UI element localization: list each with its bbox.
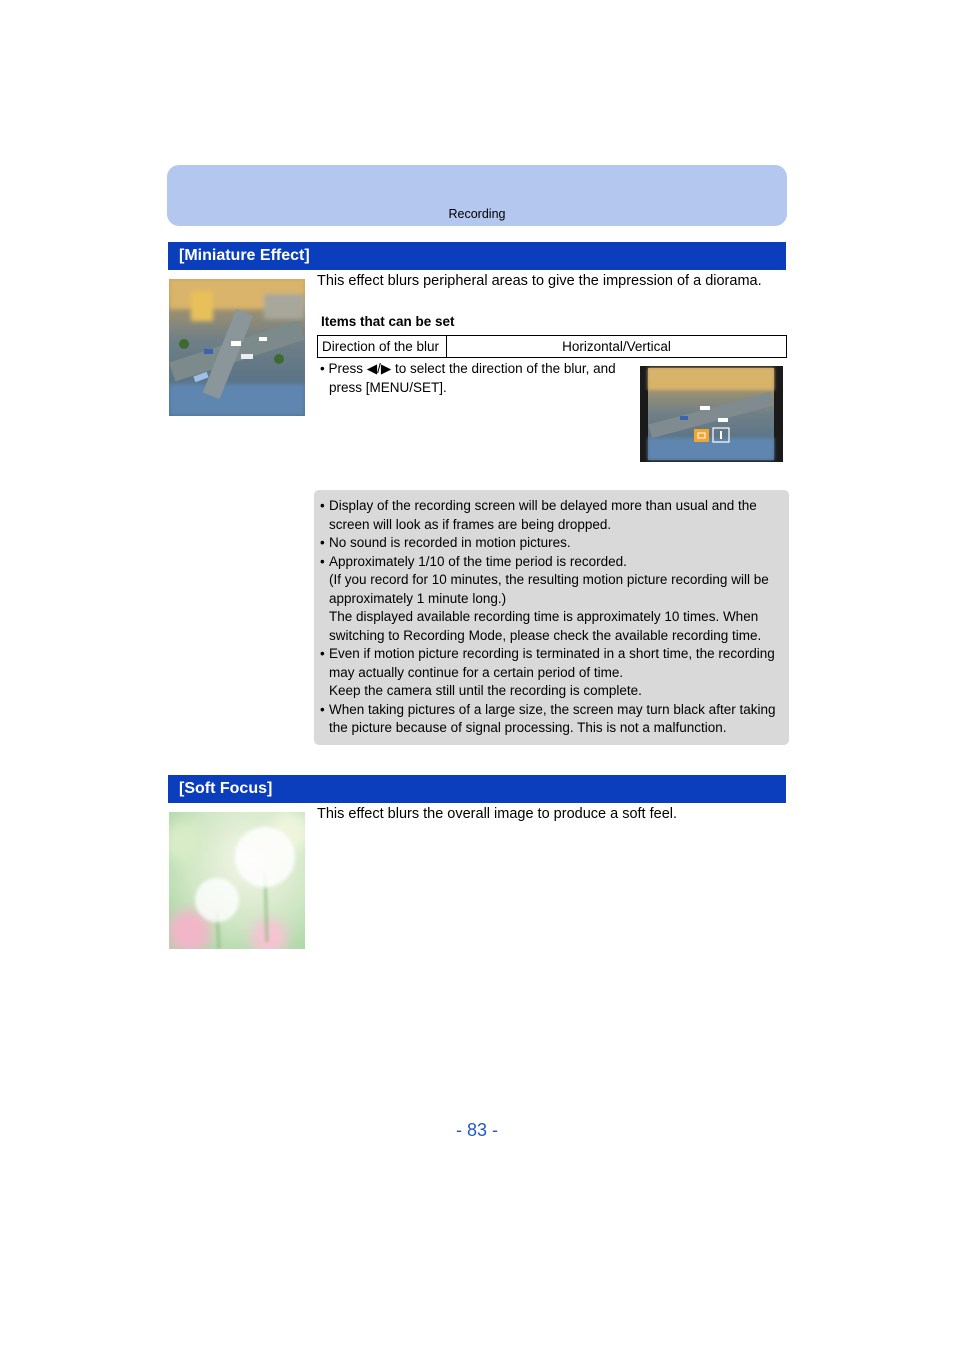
camera-screen-preview	[640, 366, 783, 462]
note-line: Even if motion picture recording is terminated in a short time, the recording	[329, 646, 775, 661]
setting-value-cell: Horizontal/Vertical	[447, 336, 787, 358]
note-line: the picture because of signal processing. This is not a malfunction.	[329, 720, 727, 735]
settings-table	[317, 335, 787, 358]
notes-box	[314, 490, 789, 745]
note-line: (If you record for 10 minutes, the resulting motion picture recording will be	[329, 572, 769, 587]
note-line: Approximately 1/10 of the time period is recorded.	[329, 553, 627, 569]
blur-direction-icon	[694, 429, 709, 442]
note-line: switching to Recording Mode, please check the available recording time.	[329, 627, 762, 643]
section-label: Recording	[448, 207, 506, 221]
instruction-line-1: • Press ◀/▶ to select the direction of the blur, and	[320, 361, 616, 376]
miniature-sample-photo	[169, 279, 305, 416]
header-band	[167, 165, 787, 226]
note-line: may actually continue for a certain period of time.	[329, 664, 624, 680]
note-line: screen will look as if frames are being dropped.	[329, 516, 612, 532]
table-row	[318, 336, 787, 358]
miniature-description: This effect blurs peripheral areas to give the impression of a diorama.	[317, 273, 762, 289]
note-item: • When taking pictures of a large size, the screen may turn black after taking the picture because of signal processing. This is not a malfunction.	[320, 701, 781, 738]
instruction-bullet	[320, 360, 616, 397]
instruction-text-1: Press ◀/▶ to select the direction of the blur, and	[328, 361, 616, 376]
note-item: • Display of the recording screen will be delayed more than usual and the screen will look as if frames are being dropped.	[320, 497, 781, 534]
note-line: The displayed available recording time is approximately 10 times. When	[329, 609, 759, 624]
note-line: No sound is recorded in motion pictures.	[329, 535, 571, 550]
note-line: Display of the recording screen will be delayed more than usual and the	[329, 498, 757, 513]
note-line: Keep the camera still until the recording is complete.	[329, 683, 642, 698]
soft-focus-title: [Soft Focus]	[168, 775, 786, 803]
soft-focus-description: This effect blurs the overall image to produce a soft feel.	[317, 806, 678, 822]
page-number: - 83 -	[455, 1120, 498, 1140]
items-heading: Items that can be set	[321, 314, 455, 329]
instruction-line-2: press [MENU/SET].	[329, 379, 447, 395]
note-line: When taking pictures of a large size, the screen may turn black after taking	[329, 701, 776, 717]
note-item: • Approximately 1/10 of the time period is recorded. (If you record for 10 minutes, the resulting motion picture recording will be approximately 1 minute long.) The displayed available recording time is approximately 10 times. When switching to Recording Mode, please check the available recording time.	[320, 553, 781, 646]
note-line: approximately 1 minute long.)	[329, 590, 507, 606]
setting-name-cell: Direction of the blur	[318, 336, 447, 358]
soft-focus-sample-photo	[169, 812, 305, 949]
note-item: • No sound is recorded in motion pictures.	[320, 534, 781, 553]
miniature-effect-title: [Miniature Effect]	[168, 242, 786, 270]
note-item: • Even if motion picture recording is terminated in a short time, the recording may actually continue for a certain period of time. Keep the camera still until the recording is complete.	[320, 645, 781, 701]
